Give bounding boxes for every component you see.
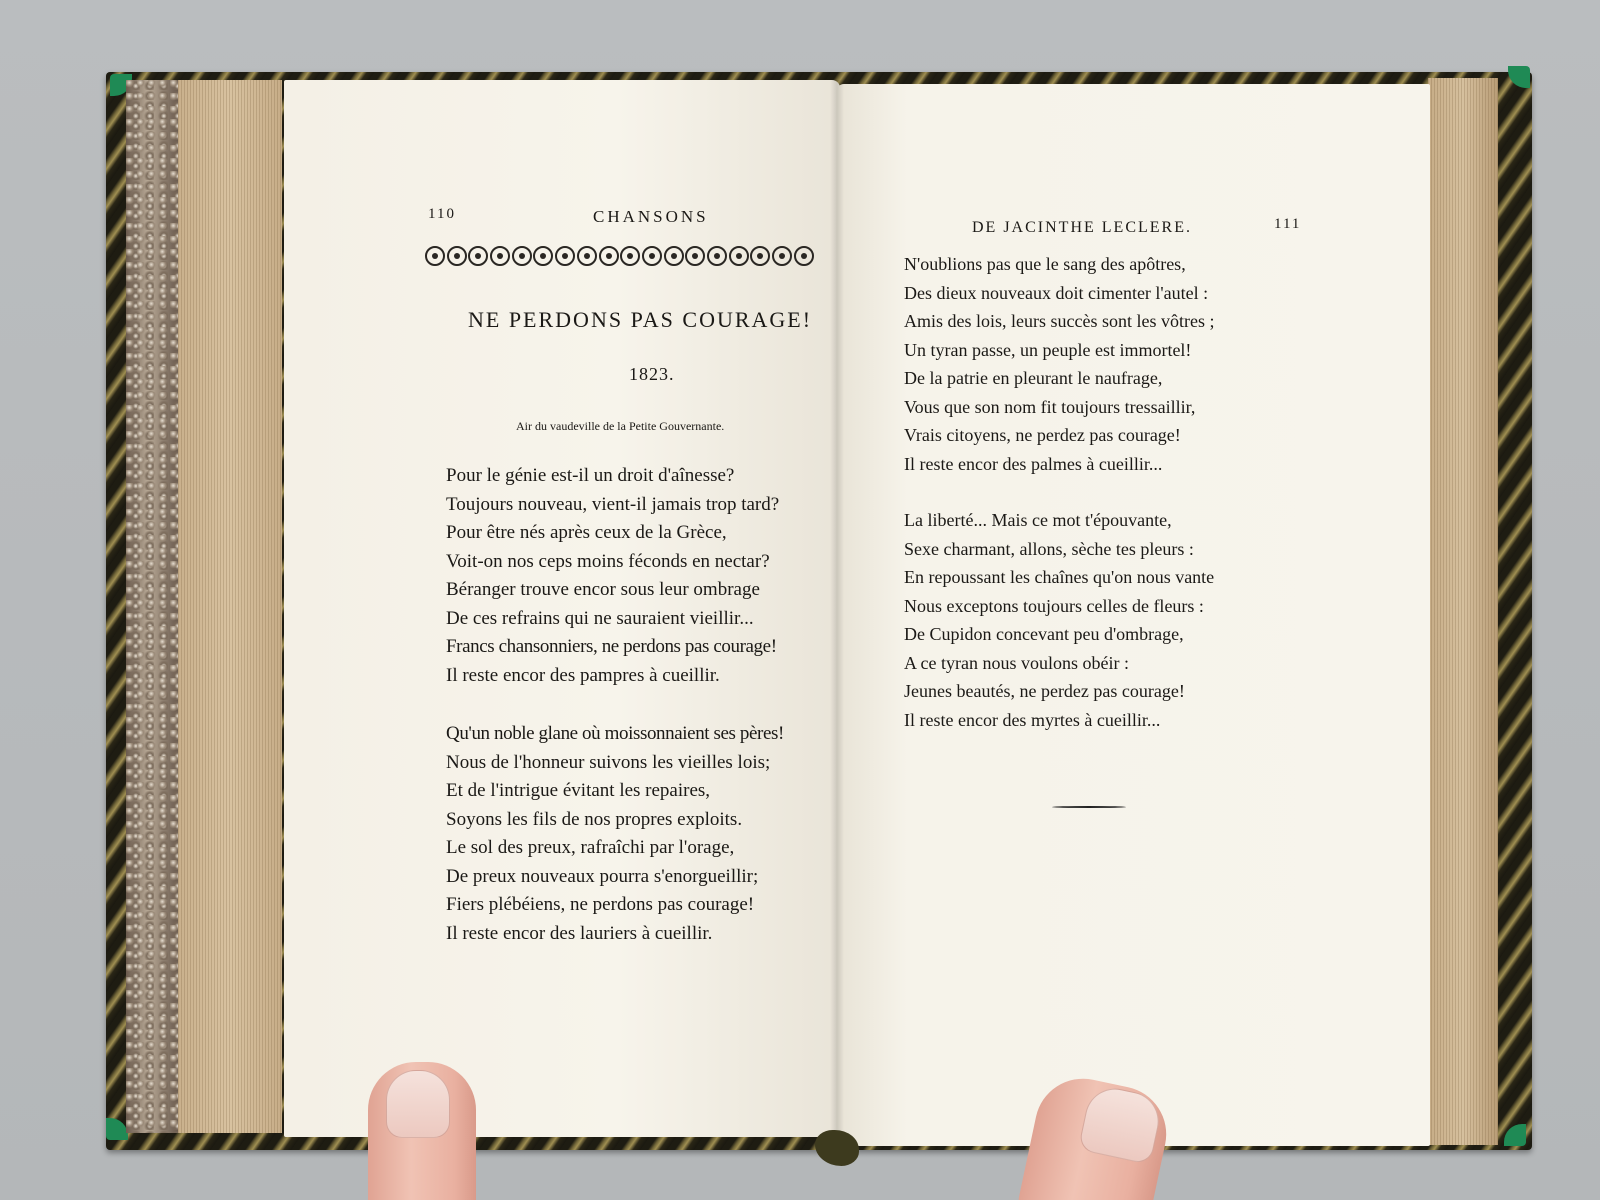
ornament-swirl-icon — [664, 246, 684, 266]
ornament-swirl-icon — [750, 246, 770, 266]
ornament-swirl-icon — [599, 246, 619, 266]
left-stanza-1 — [446, 462, 779, 690]
verse-line: Il reste encor des pampres à cueillir. — [446, 664, 720, 686]
ribbon-bookmark — [815, 1130, 859, 1166]
verse-line: Toujours nouveau, vient-il jamais trop tard? — [446, 493, 780, 515]
verse-line: De ces refrains qui ne sauraient vieillir... — [446, 607, 754, 629]
ornament-swirl-icon — [707, 246, 727, 266]
ornament-swirl-icon — [447, 246, 467, 266]
verse-line: Francs chansonniers, ne perdons pas courage! — [446, 636, 777, 657]
verse-line: Soyons les fils de nos propres exploits. — [446, 808, 743, 830]
ornament-swirl-icon — [729, 246, 749, 266]
verse-line: Le sol des preux, rafraîchi par l'orage, — [446, 837, 735, 858]
verse-line: Pour le génie est-il un droit d'aînesse? — [446, 465, 735, 486]
right-stanza-1 — [904, 250, 1214, 478]
verse-line: Voit-on nos ceps moins féconds en nectar? — [446, 550, 770, 572]
verse-line: Il reste encor des lauriers à cueillir. — [446, 922, 713, 944]
verse-line: La liberté... Mais ce mot t'épouvante, — [904, 510, 1172, 530]
verse-line: Amis des lois, leurs succès sont les vôtres ; — [904, 311, 1215, 331]
left-thumbnail — [386, 1070, 450, 1138]
ornament-swirl-icon — [490, 246, 510, 266]
book-gutter-shadow — [830, 80, 844, 1140]
verse-line: Vrais citoyens, ne perdez pas courage! — [904, 425, 1181, 445]
right-stanza-2 — [904, 506, 1214, 734]
verse-line: Nous exceptons toujours celles de fleurs : — [904, 595, 1204, 616]
ornament-swirl-icon — [620, 246, 640, 266]
verse-line: De Cupidon concevant peu d'ombrage, — [904, 624, 1184, 644]
ornament-swirl-icon — [772, 246, 792, 266]
verse-line: De la patrie en pleurant le naufrage, — [904, 368, 1163, 388]
left-running-head: CHANSONS — [593, 207, 709, 226]
page-edges-left — [178, 80, 282, 1133]
poem-title: NE PERDONS PAS COURAGE! — [468, 307, 813, 332]
verse-line: Nous de l'honneur suivons les vieilles lois; — [446, 751, 771, 773]
verse-line: Un tyran passe, un peuple est immortel! — [904, 339, 1192, 360]
ornament-swirl-icon — [555, 246, 575, 266]
ornament-swirl-icon — [685, 246, 705, 266]
page-edges-right — [1428, 78, 1498, 1145]
ornament-swirl-icon — [577, 246, 597, 266]
ornament-swirl-icon — [468, 246, 488, 266]
verse-line: Il reste encor des palmes à cueillir... — [904, 453, 1163, 474]
ornament-swirl-icon — [512, 246, 532, 266]
poem-air: Air du vaudeville de la Petite Gouvernante. — [516, 419, 725, 433]
ornament-swirl-icon — [794, 246, 814, 266]
verse-line: Sexe charmant, allons, sèche tes pleurs : — [904, 538, 1194, 559]
verse-line: Pour être nés après ceux de la Grèce, — [446, 522, 727, 543]
verse-line: Et de l'intrigue évitant les repaires, — [446, 780, 711, 801]
left-stanza-2 — [446, 720, 784, 948]
verse-line: Vous que son nom fit toujours tressaillir, — [904, 396, 1196, 417]
verse-line: N'oublions pas que le sang des apôtres, — [904, 254, 1186, 274]
poem-year: 1823. — [629, 364, 675, 384]
verse-line: A ce tyran nous voulons obéir : — [904, 652, 1129, 673]
verse-line: Qu'un noble glane où moissonnaient ses pères! — [446, 723, 784, 744]
marbled-endpaper — [126, 80, 182, 1133]
ornament-swirl-icon — [533, 246, 553, 266]
verse-line: De preux nouveaux pourra s'enorgueillir; — [446, 865, 759, 887]
verse-line: Fiers plébéiens, ne perdons pas courage! — [446, 894, 755, 915]
left-page-number: 110 — [428, 206, 456, 222]
right-running-head: DE JACINTHE LECLERE. — [972, 219, 1192, 236]
verse-line: Jeunes beautés, ne perdez pas courage! — [904, 681, 1185, 701]
verse-line: Il reste encor des myrtes à cueillir... — [904, 709, 1161, 730]
verse-line: Béranger trouve encor sous leur ombrage — [446, 579, 760, 600]
ornamental-border — [425, 246, 815, 272]
closing-rule-divider — [1052, 806, 1126, 808]
verse-line: En repoussant les chaînes qu'on nous vante — [904, 567, 1215, 587]
ornament-swirl-icon — [425, 246, 445, 266]
ornament-swirl-icon — [642, 246, 662, 266]
verse-line: Des dieux nouveaux doit cimenter l'autel : — [904, 282, 1209, 303]
right-page-number: 111 — [1274, 216, 1302, 232]
